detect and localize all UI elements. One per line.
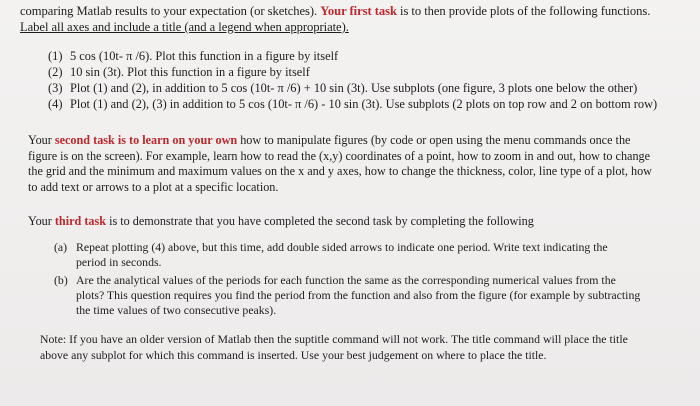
second-line-2: figure is on the screen). For example, learn how to read the (x,y) coordinates of a point, how to zoom in and out, how to change (28, 148, 651, 163)
intro-line-2: Label all axes and include a title (and a legend when appropriate). (20, 20, 349, 34)
item-text: 10 sin (3t). Plot this function in a figure by itself (70, 65, 310, 79)
subitem-line: period in seconds. (76, 255, 162, 269)
list-item (48, 80, 688, 96)
subitem-line: Repeat plotting (4) above, but this time, add double sided arrows to indicate one period. Write text indicating the (76, 240, 608, 254)
first-task-highlight: Your first task (320, 4, 397, 18)
item-text: Plot (1) and (2), (3) in addition to 5 cos (10t- π /6) - 10 sin (3t). Use subplots (2 plots on top row and 2 on bottom row) (70, 97, 658, 111)
intro-paragraph (20, 3, 688, 35)
note-paragraph (40, 332, 680, 363)
item-text: 5 cos (10t- π /6). Plot this function in a figure by itself (70, 49, 339, 63)
note-line-1: Note: If you have an older version of Matlab then the suptitle command will not work. The title command will place the title (40, 332, 628, 346)
intro-line-1 (20, 3, 688, 19)
subitem-line: the time values of two consecutive peaks). (76, 303, 277, 317)
second-task-paragraph (28, 133, 688, 196)
item-number: (2) (48, 65, 63, 79)
third-task-highlight: third task (54, 214, 107, 228)
subitem-line: plots? This question requires you find the period from the function and also from the figure (for example by subtracting (76, 288, 641, 302)
list-item (48, 48, 688, 64)
item-number: (1) (48, 49, 63, 63)
item-number: (4) (48, 97, 63, 111)
third-line (28, 214, 688, 230)
second-text: Your (28, 133, 55, 147)
third-text: Your (28, 214, 55, 228)
subitem-label: (a) (54, 240, 68, 254)
second-text-continued: how to manipulate figures (by code or open using the menu commands once the (237, 133, 631, 147)
third-task-paragraph (28, 214, 688, 230)
second-line-1 (28, 133, 688, 149)
item-text: Plot (1) and (2), in addition to 5 cos (10t- π /6) + 10 sin (3t). Use subplots (one figure, 3 plots one below the other) (70, 81, 638, 95)
second-line-3: the grid and the minimum and maximum values on the x and y axes, how to change the thickness, color, line type of a plot, how (28, 164, 652, 179)
intro-text: comparing Matlab results to your expectation (or sketches). (20, 4, 321, 18)
note-line-2: above any subplot for which this command is inserted. Use your best judgement on where to place the title. (40, 347, 547, 362)
subitem-label: (b) (54, 273, 68, 287)
function-list (48, 48, 688, 112)
subitem-line: Are the analytical values of the periods for each function the same as the corresponding numerical values from the (76, 273, 616, 287)
intro-text-continued: is to then provide plots of the following functions. (396, 4, 651, 18)
second-task-highlight: second task is to learn on your own (54, 133, 238, 147)
third-subitem-b (54, 273, 690, 318)
list-item (48, 96, 688, 112)
list-item (48, 64, 688, 80)
third-text-continued: is to demonstrate that you have completed the second task by completing the following (106, 214, 534, 228)
item-number: (3) (48, 81, 63, 95)
third-subitem-a (54, 240, 690, 270)
second-line-4: to add text or arrows to a plot at a specific location. (28, 180, 279, 195)
